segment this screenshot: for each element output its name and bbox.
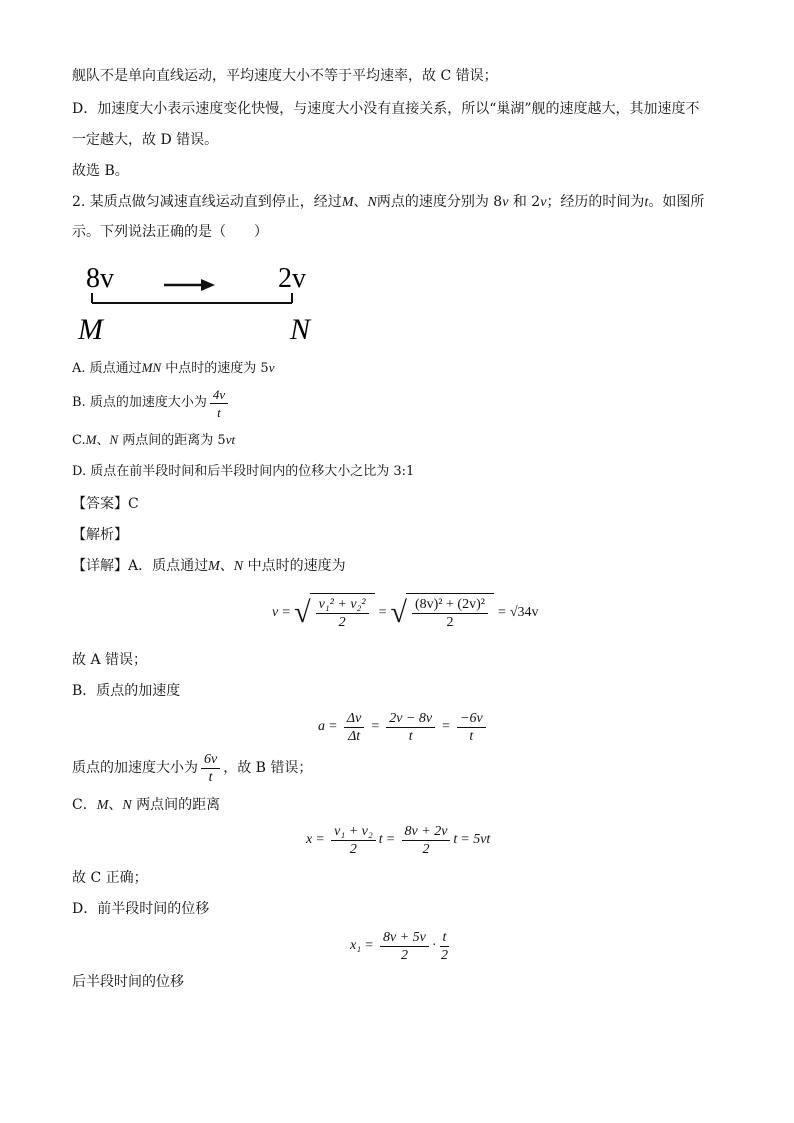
detail-c-intro	[72, 796, 220, 815]
fraction-numerator: v₁ + v₂	[331, 823, 376, 841]
fraction-numerator: (8v)² + (2v)²	[412, 596, 488, 614]
eq1-equals: =	[282, 605, 291, 620]
fraction-denominator: 2	[440, 947, 448, 963]
eq4-fraction1	[380, 929, 429, 964]
detail-text: ，故 B 错误；	[223, 760, 313, 776]
option-c	[72, 431, 235, 450]
eq3-fraction2	[402, 823, 451, 858]
fraction-numerator: 4v	[210, 386, 228, 404]
eq3-equals: =	[386, 832, 395, 847]
detail-text: 中点时的速度为	[243, 558, 346, 574]
fraction-denominator: 2	[338, 615, 346, 630]
stem-t: t	[644, 195, 649, 210]
question-stem-line1	[72, 193, 704, 212]
option-c-vt: vt	[225, 432, 236, 447]
text-line-select-b: 故选 B。	[72, 163, 129, 179]
equation-first-half-displacement	[350, 926, 452, 966]
figure-arrow-head-icon	[201, 279, 215, 291]
eq2-fraction1	[344, 710, 364, 745]
detail-text: 两点间的距离	[131, 797, 221, 813]
option-a-mn: MN	[141, 360, 162, 375]
option-a-text: A. 质点通过	[72, 361, 142, 376]
eq3-fraction1	[331, 823, 376, 858]
detail-d-intro: D．前半段时间的位移	[72, 901, 210, 917]
detail-m: M	[208, 559, 220, 574]
fraction-denominator: t	[208, 769, 213, 785]
option-d: D. 质点在前半段时间和后半段时间内的位移大小之比为 3:1	[72, 464, 415, 479]
text-line-prev-d-cont: 一定越大，故 D 错误。	[72, 132, 219, 148]
option-c-sep: 、	[96, 433, 110, 448]
detail-label: 【详解】	[72, 558, 128, 574]
eq3-t: t	[378, 832, 383, 847]
detail-text: C．	[72, 797, 97, 813]
eq2-equals: =	[371, 719, 380, 734]
stem-part: 两点的速度分别为 8	[376, 194, 503, 210]
eq4-equals: =	[365, 938, 373, 953]
figure-point-n: N	[290, 313, 311, 345]
detail-b-fraction	[201, 751, 220, 786]
detail-b-intro: B．质点的加速度	[72, 683, 181, 699]
motion-figure	[72, 255, 332, 345]
fraction-numerator: 2v − 8v	[386, 710, 435, 728]
detail-text: A．质点通过	[128, 558, 209, 574]
fraction-denominator: Δt	[348, 728, 361, 744]
figure-left-speed: 8v	[86, 263, 114, 294]
eq4-lhs: x₁	[350, 938, 362, 953]
option-c-m: M	[85, 432, 97, 447]
option-b-text: B. 质点的加速度大小为	[72, 395, 207, 410]
fraction-numerator: −6v	[457, 710, 486, 728]
stem-sep: 、	[353, 194, 368, 210]
detail-a-conclusion: 故 A 错误；	[72, 652, 148, 668]
fraction-numerator: 6v	[201, 751, 220, 769]
fraction-denominator: 2	[422, 841, 430, 857]
detail-a-intro	[72, 557, 346, 576]
eq1-sqrt1	[294, 593, 374, 633]
detail-text: 质点的加速度大小为	[72, 760, 198, 776]
stem-part: ；经历的时间为	[546, 194, 645, 210]
option-c-text: 两点间的距离为 5	[118, 433, 226, 448]
detail-n: N	[122, 798, 132, 813]
eq4-dot: ·	[431, 938, 437, 953]
eq2-equals: =	[442, 719, 451, 734]
figure-right-speed: 2v	[278, 263, 306, 294]
detail-sep: 、	[219, 558, 234, 574]
eq2-equals: =	[329, 719, 337, 734]
fraction-numerator: Δv	[344, 710, 364, 728]
eq3-equals: =	[316, 832, 325, 847]
fraction-numerator: v₁² + v₂²	[316, 596, 369, 614]
stem-part: 。如图所	[648, 194, 705, 210]
stem-v: v	[540, 195, 547, 210]
equation-acceleration	[318, 708, 489, 746]
answer-value: C	[128, 496, 139, 512]
fraction-numerator: 8v + 2v	[402, 823, 451, 841]
eq1-fraction2	[412, 596, 488, 631]
eq2-fraction3	[457, 710, 486, 745]
stem-point-m: M	[341, 195, 354, 210]
fraction-numerator: t	[440, 929, 450, 947]
eq1-equals: =	[378, 605, 387, 620]
fraction-denominator: 2	[349, 841, 357, 857]
eq2-lhs: a	[318, 719, 325, 734]
detail-n: N	[233, 559, 244, 574]
eq2-fraction2	[386, 710, 435, 745]
eq1-sqrt2	[391, 593, 494, 633]
stem-part: 2. 某质点做匀减速直线运动直到停止，经过	[72, 194, 342, 210]
option-a-v: v	[268, 360, 275, 375]
fraction-denominator: t	[408, 728, 413, 744]
detail-b-size	[72, 750, 312, 786]
fraction-denominator: 2	[446, 615, 454, 630]
answer-line	[72, 495, 139, 513]
eq3-equals: =	[461, 832, 470, 847]
question-stem-line2: 示。下列说法正确的是（ ）	[72, 224, 268, 240]
equation-velocity-midpoint	[272, 590, 539, 636]
option-b-fraction	[210, 386, 228, 421]
eq4-fraction2	[440, 929, 450, 964]
eq3-t: t	[453, 832, 458, 847]
option-c-label: C.	[72, 433, 86, 448]
option-c-n: N	[109, 432, 119, 447]
radical-icon: √	[294, 596, 311, 629]
text-line-prev-d: D．加速度大小表示速度变化快慢，与速度大小没有直接关系，所以“巢湖”舰的速度越大，其加速度不	[72, 101, 700, 117]
equation-distance	[306, 821, 490, 859]
detail-c-conclusion: 故 C 正确；	[72, 870, 148, 886]
radical-icon: √	[390, 596, 407, 629]
answer-label: 【答案】	[72, 496, 128, 512]
stem-point-n: N	[367, 195, 377, 210]
fraction-denominator: 2	[400, 947, 408, 963]
detail-sep: 、	[108, 797, 123, 813]
figure-point-m: M	[78, 313, 103, 345]
eq1-result: √34v	[509, 605, 539, 620]
eq1-equals: =	[497, 605, 506, 620]
analysis-label: 【解析】	[72, 527, 128, 543]
eq3-result: 5vt	[473, 832, 491, 847]
option-a	[72, 359, 274, 378]
fraction-denominator: t	[469, 728, 474, 744]
stem-part: 和 2	[508, 194, 541, 210]
fraction-denominator: t	[217, 404, 221, 420]
option-a-text: 中点时的速度为 5	[161, 361, 269, 376]
fraction-numerator: 8v + 5v	[380, 929, 429, 947]
stem-v: v	[502, 195, 509, 210]
eq3-lhs: x	[306, 832, 313, 847]
text-line-prev-c: 舰队不是单向直线运动，平均速度大小不等于平均速率，故 C 错误；	[72, 68, 498, 84]
detail-m: M	[96, 798, 109, 813]
option-b	[72, 385, 231, 421]
detail-d-next: 后半段时间的位移	[72, 974, 184, 990]
eq1-lhs: v	[272, 605, 279, 620]
eq1-fraction1	[316, 596, 369, 631]
